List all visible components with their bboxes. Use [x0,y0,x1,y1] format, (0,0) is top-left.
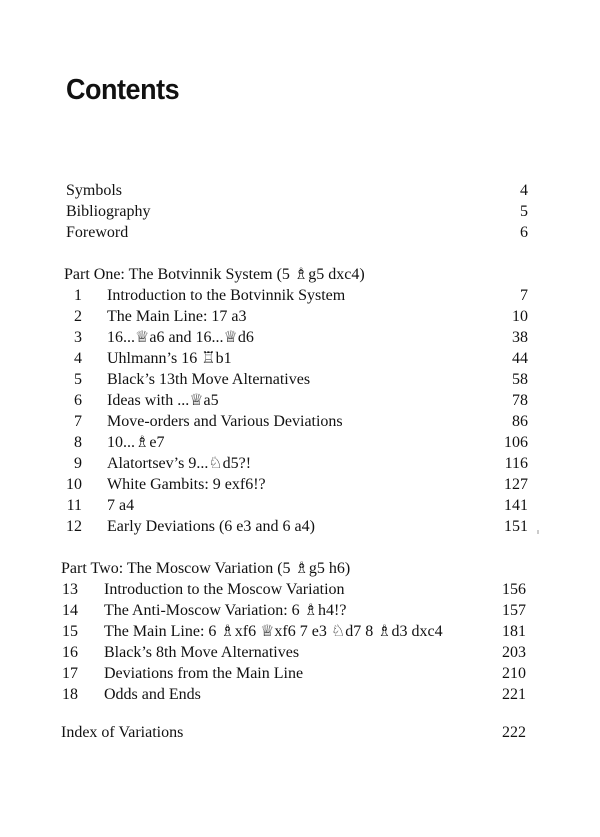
chapter-number: 14 [62,602,78,619]
toc-entry-foreword[interactable] [0,222,600,243]
toc-chapter-18[interactable] [0,684,600,705]
toc-chapter-1[interactable] [0,285,600,306]
toc-entry-index[interactable] [0,722,600,743]
chapter-page: 10 [512,308,528,325]
toc-chapter-9[interactable] [0,453,600,474]
toc-chapter-3[interactable] [0,327,600,348]
chapter-title: Ideas with ...♕a5 [107,392,219,409]
chapter-title: Uhlmann’s 16 ♖b1 [107,350,232,367]
chapter-number: 18 [62,686,78,703]
part-two-heading: Part Two: The Moscow Variation (5 ♗g5 h6) [61,560,351,577]
chapter-title: Black’s 8th Move Alternatives [104,644,300,661]
toc-chapter-12[interactable] [0,516,600,537]
chapter-title: Alatortsev’s 9...♘d5?! [107,455,252,472]
toc-chapter-10[interactable] [0,474,600,495]
chapter-number: 13 [62,581,78,598]
chapter-number: 10 [66,476,82,493]
chapter-page: 38 [512,329,528,346]
toc-chapter-14[interactable] [0,600,600,621]
chapter-page: 181 [502,623,526,640]
toc-entry-page: 4 [520,182,528,199]
chapter-title: 10...♗e7 [107,434,165,451]
toc-chapter-5[interactable] [0,369,600,390]
chapter-number: 6 [74,392,82,409]
toc-chapter-7[interactable] [0,411,600,432]
chapter-page: 78 [512,392,528,409]
chapter-title: 16...♕a6 and 16...♕d6 [107,329,254,346]
toc-entry-page: 6 [520,224,528,241]
chapter-page: 210 [502,665,526,682]
chapter-number: 3 [74,329,82,346]
chapter-number: 16 [62,644,78,661]
chapter-number: 2 [74,308,82,325]
toc-entry-page: 5 [520,203,528,220]
chapter-page: 141 [504,497,528,514]
toc-entry-label: Bibliography [66,203,151,220]
toc-entry-page: 222 [502,724,526,741]
chapter-page: 151 [504,518,528,535]
chapter-number: 11 [66,497,82,514]
toc-entry-label: Foreword [66,224,129,241]
chapter-page: 156 [502,581,526,598]
chapter-number: 17 [62,665,78,682]
chapter-title: Introduction to the Moscow Variation [104,581,345,598]
part-one-heading: Part One: The Botvinnik System (5 ♗g5 dxc4) [64,266,365,283]
chapter-page: 203 [502,644,526,661]
chapter-number: 1 [74,287,82,304]
toc-chapter-4[interactable] [0,348,600,369]
chapter-title: The Main Line: 17 a3 [107,308,247,325]
chapter-title: Move-orders and Various Deviations [107,413,343,430]
toc-chapter-13[interactable] [0,579,600,600]
toc-entry-symbols[interactable] [0,180,600,201]
toc-chapter-15[interactable] [0,621,600,642]
chapter-number: 15 [62,623,78,640]
page-title: Contents [66,74,180,106]
scan-speck [537,530,539,534]
toc-entry-label: Symbols [66,182,123,199]
chapter-number: 12 [66,518,82,535]
toc-chapter-11[interactable] [0,495,600,516]
chapter-page: 221 [502,686,526,703]
chapter-title: Black’s 13th Move Alternatives [107,371,311,388]
chapter-number: 7 [74,413,82,430]
chapter-page: 86 [512,413,528,430]
chapter-number: 8 [74,434,82,451]
chapter-title: 7 a4 [107,497,135,514]
toc-chapter-16[interactable] [0,642,600,663]
toc-chapter-6[interactable] [0,390,600,411]
chapter-page: 58 [512,371,528,388]
chapter-title: The Main Line: 6 ♗xf6 ♕xf6 7 e3 ♘d7 8 ♗d3 dxc4 [104,623,443,640]
toc-chapter-8[interactable] [0,432,600,453]
toc-entry-bibliography[interactable] [0,201,600,222]
chapter-page: 106 [504,434,528,451]
chapter-title: Introduction to the Botvinnik System [107,287,346,304]
toc-chapter-17[interactable] [0,663,600,684]
chapter-title: Odds and Ends [104,686,201,703]
toc-entry-label: Index of Variations [61,724,184,741]
chapter-number: 9 [74,455,82,472]
chapter-page: 127 [504,476,528,493]
toc-chapter-2[interactable] [0,306,600,327]
chapter-title: The Anti-Moscow Variation: 6 ♗h4!? [104,602,347,619]
chapter-title: Deviations from the Main Line [104,665,304,682]
chapter-page: 116 [504,455,528,472]
chapter-number: 4 [74,350,82,367]
chapter-page: 157 [502,602,526,619]
chapter-title: Early Deviations (6 e3 and 6 a4) [107,518,315,535]
chapter-number: 5 [74,371,82,388]
chapter-page: 7 [520,287,528,304]
chapter-title: White Gambits: 9 exf6!? [107,476,266,493]
chapter-page: 44 [512,350,528,367]
